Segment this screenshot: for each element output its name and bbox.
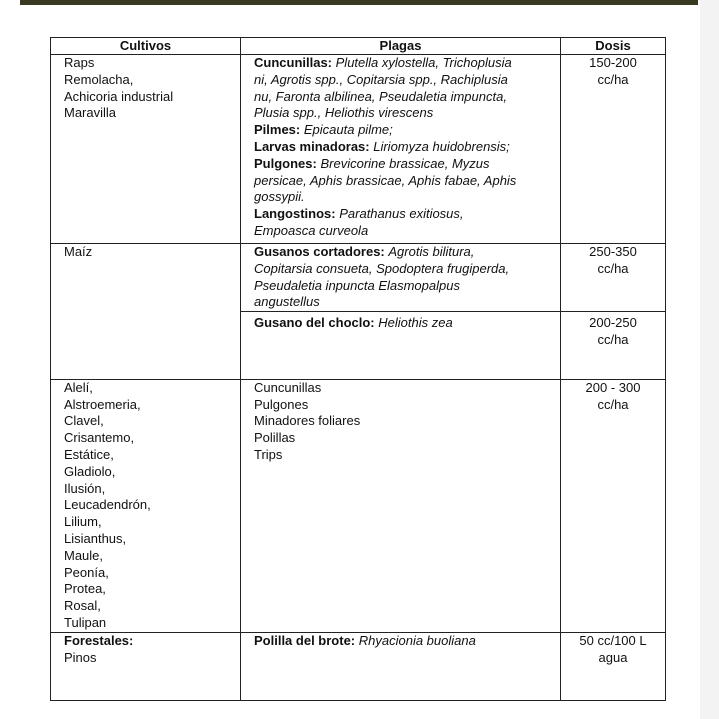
pest-species: persicae, Aphis brassicae, Aphis fabae, Aphis [254, 172, 517, 188]
plagas-cell [241, 312, 561, 349]
pest-name: Langostinos: [254, 206, 336, 222]
pest-name: Pulgones: [254, 155, 317, 171]
dose-value: 200 - 300 [585, 379, 641, 395]
crop-item: Leucadendrón, [64, 497, 151, 513]
crop-item: Alelí, [64, 379, 93, 395]
table-row [51, 55, 666, 244]
pest-item: Minadores foliares [254, 413, 361, 429]
crop-item: Alstroemeria, [64, 396, 141, 412]
plagas-cell [241, 632, 561, 700]
dose-unit: cc/ha [597, 71, 629, 87]
pest-group [254, 244, 560, 311]
crop-item: Maule, [64, 547, 104, 563]
plagas-cell [241, 55, 561, 244]
pest-group [254, 633, 560, 650]
pest-species: Plutella xylostella, Trichoplusia [335, 55, 512, 70]
dose-value: 250-350 [589, 244, 637, 259]
pest-group [254, 156, 560, 206]
crop-item: Remolacha, [64, 71, 134, 87]
pest-group [254, 55, 560, 122]
header-dosis: Dosis [561, 38, 666, 55]
cultivos-cell [51, 632, 241, 700]
pest-species: Liriomyza huidobrensis; [373, 138, 510, 154]
dose-unit: agua [598, 649, 628, 665]
table-row [51, 379, 666, 632]
crop-item: Crisantemo, [64, 430, 135, 446]
pest-species: Plusia spp., Heliothis virescens [254, 105, 434, 121]
pest-species: Heliothis zea [378, 315, 453, 331]
crop-item: Protea, [64, 581, 106, 597]
dosis-cell [561, 312, 666, 349]
pest-species: angustellus [254, 294, 320, 310]
dose-unit: cc/ha [597, 331, 629, 347]
dose-unit: cc/ha [597, 396, 629, 412]
pest-species: nu, Faronta albilinea, Pseudaletia impuncta, [254, 88, 507, 104]
plagas-cell [241, 244, 561, 312]
crop-item: Raps [64, 55, 95, 70]
pest-species: Parathanus exitiosus, [339, 206, 464, 222]
crop-item: Lilium, [64, 514, 102, 530]
plagas-cell-blank [241, 349, 561, 380]
crop-item: Maíz [64, 244, 93, 259]
pest-species: Epicauta pilme; [303, 122, 393, 138]
crop-group-heading: Forestales: [64, 632, 134, 648]
pest-species: Pseudaletia inpuncta Elasmopalpus [254, 277, 460, 293]
pest-item: Pulgones [254, 396, 309, 412]
cultivos-cell [51, 244, 241, 380]
crop-item: Lisianthus, [64, 530, 127, 546]
dosis-cell-blank [561, 349, 666, 380]
crop-item: Clavel, [64, 413, 104, 429]
pest-species: ni, Agrotis spp., Copitarsia spp., Rachiplusia [254, 71, 508, 87]
header-row [51, 38, 666, 55]
pest-species: Rhyacionia buoliana [358, 632, 476, 648]
pest-species: Empoasca curveola [254, 222, 369, 238]
pest-species: Agrotis bilitura, [388, 244, 475, 259]
dose-value: 50 cc/100 L [579, 632, 647, 648]
pest-name: Larvas minadoras: [254, 138, 370, 154]
table-row [51, 244, 666, 312]
pest-item: Cuncunillas [254, 379, 322, 395]
pest-group [254, 206, 560, 240]
cultivos-cell [51, 55, 241, 244]
pest-item: Polillas [254, 430, 296, 446]
pest-name: Gusanos cortadores: [254, 244, 385, 259]
pest-species: gossypii. [254, 189, 305, 205]
plagas-cell [241, 379, 561, 632]
page-edge-shadow [700, 0, 719, 719]
dose-value: 150-200 [589, 55, 637, 70]
crop-item: Tulipan [64, 614, 107, 630]
dosis-cell [561, 379, 666, 632]
crop-item: Peonía, [64, 564, 109, 580]
dosis-cell [561, 632, 666, 700]
pest-group [254, 315, 560, 332]
pest-name: Polilla del brote: [254, 632, 356, 648]
pest-name: Pilmes: [254, 122, 301, 138]
pest-group [254, 139, 560, 156]
crop-item: Rosal, [64, 598, 101, 614]
pesticide-dosage-table [50, 37, 666, 701]
pest-species: Brevicorine brassicae, Myzus [320, 155, 490, 171]
crop-item: Achicoria industrial [64, 88, 174, 104]
cultivos-cell [51, 379, 241, 632]
dose-unit: cc/ha [597, 260, 629, 276]
pest-name: Cuncunillas: [254, 55, 333, 70]
dosis-cell [561, 244, 666, 312]
crop-item: Estátice, [64, 446, 114, 462]
crop-item: Pinos [64, 649, 97, 665]
top-edge-bar [20, 0, 698, 5]
pest-name: Gusano del choclo: [254, 315, 375, 331]
header-plagas: Plagas [241, 38, 561, 55]
pest-species: Copitarsia consueta, Spodoptera frugiperda, [254, 260, 510, 276]
pest-group [254, 122, 560, 139]
crop-item: Gladiolo, [64, 463, 116, 479]
crop-item: Ilusión, [64, 480, 106, 496]
table-row [51, 632, 666, 700]
dose-value: 200-250 [589, 315, 637, 331]
dosis-cell [561, 55, 666, 244]
crop-item: Maravilla [64, 105, 117, 121]
header-cultivos: Cultivos [51, 38, 241, 55]
pest-item: Trips [254, 446, 283, 462]
